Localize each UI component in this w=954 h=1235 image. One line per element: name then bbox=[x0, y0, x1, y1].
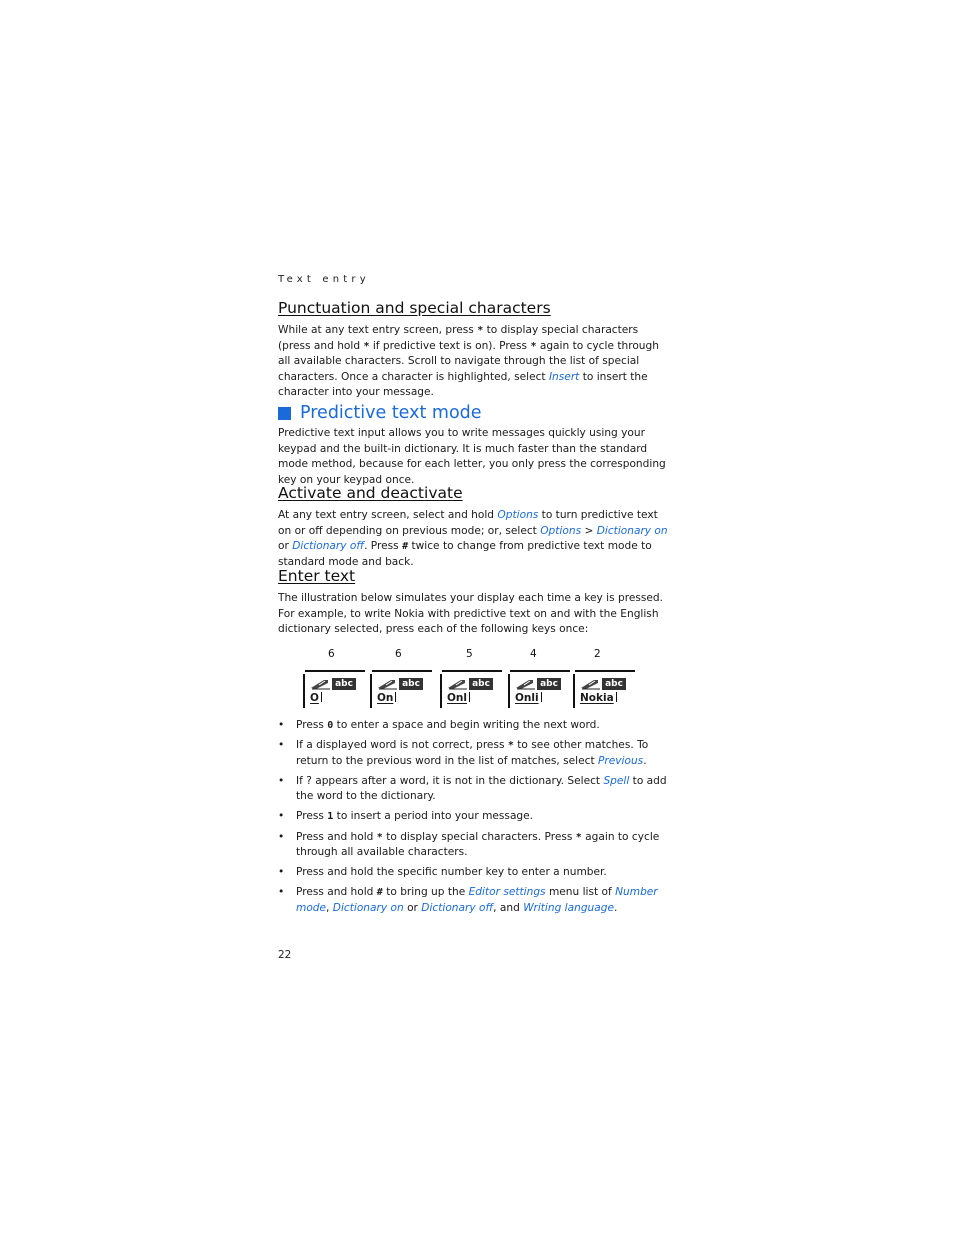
bullet-icon: • bbox=[278, 810, 285, 823]
word-text: On bbox=[377, 692, 394, 704]
text: . Press bbox=[364, 540, 399, 553]
insert-link: Insert bbox=[548, 370, 580, 383]
dictionary-off-link: Dictionary off bbox=[292, 540, 365, 553]
star-key: * bbox=[363, 340, 370, 352]
running-head: Text entry bbox=[278, 274, 370, 285]
abc-mode-icon: abc bbox=[537, 678, 561, 690]
text: to bring up the bbox=[386, 886, 466, 899]
dictionary-on-link: Dictionary on bbox=[596, 524, 668, 537]
predictive-body bbox=[278, 426, 670, 488]
text: twice to change from predictive text mode to standard mode and back. bbox=[278, 540, 652, 568]
text: Press and hold bbox=[296, 830, 374, 843]
bullet-icon: • bbox=[278, 739, 285, 752]
text: to insert the character into your message. bbox=[278, 370, 648, 399]
heading-punctuation: Punctuation and special characters bbox=[278, 299, 551, 317]
zero-key: 0 bbox=[327, 720, 334, 731]
options-link: Options bbox=[540, 524, 582, 537]
word-text: O bbox=[310, 692, 319, 704]
phone-screen bbox=[303, 670, 361, 708]
heading-activate: Activate and deactivate bbox=[278, 484, 463, 502]
phone-screen bbox=[508, 670, 566, 708]
star-key: * bbox=[376, 831, 383, 843]
screen-word bbox=[377, 692, 396, 704]
abc-mode-icon: abc bbox=[332, 678, 356, 690]
word-text: Onl bbox=[447, 692, 468, 704]
key-label: 4 bbox=[530, 648, 537, 660]
word-text: Onli bbox=[515, 692, 539, 704]
screen-border bbox=[442, 670, 502, 672]
screen-word bbox=[515, 692, 542, 704]
enter-text-body bbox=[278, 591, 670, 638]
cursor-icon bbox=[541, 692, 542, 702]
screen-border bbox=[573, 674, 575, 708]
text: While at any text entry screen, press bbox=[278, 324, 474, 336]
text: , bbox=[326, 901, 330, 914]
page-number: 22 bbox=[278, 949, 292, 961]
screen-word bbox=[580, 692, 617, 704]
key-label: 2 bbox=[594, 648, 601, 660]
bullet-icon: • bbox=[278, 830, 285, 843]
key-label: 6 bbox=[328, 648, 335, 660]
text: to add the word to the dictionary. bbox=[296, 774, 667, 803]
text: to insert a period into your message. bbox=[336, 810, 534, 823]
text: Press bbox=[296, 719, 324, 731]
spell-link: Spell bbox=[603, 774, 630, 787]
pencil-icon bbox=[447, 678, 469, 690]
screen-border bbox=[370, 674, 372, 708]
writing-language-link: Writing language bbox=[523, 901, 614, 914]
text: to enter a space and begin writing the next word. bbox=[336, 719, 600, 731]
star-key: * bbox=[477, 325, 484, 336]
text: or bbox=[407, 901, 418, 914]
pencil-icon bbox=[377, 678, 399, 690]
predictive-paragraph: Predictive text input allows you to write messages quickly using your keypad and the built-in dictionary. It is much faster than the standard mode method, because for each letter, you only press the corresponding key on your keypad once. bbox=[278, 427, 666, 486]
bullet-icon: • bbox=[278, 774, 285, 787]
key-label: 5 bbox=[466, 648, 473, 660]
list-item bbox=[278, 809, 670, 825]
text: or bbox=[278, 540, 289, 553]
hash-key: # bbox=[402, 541, 409, 553]
text: If a displayed word is not correct, press bbox=[296, 739, 505, 752]
star-key: * bbox=[507, 740, 514, 752]
enter-text-paragraph: The illustration below simulates your display each time a key is pressed. For example, to write Nokia with predictive text on and with the English dictionary selected, press each of the following keys once: bbox=[278, 592, 663, 636]
number-mode-link: Number mode bbox=[296, 886, 658, 914]
heading-label: Predictive text mode bbox=[300, 403, 482, 423]
text: , and bbox=[493, 901, 520, 914]
cursor-icon bbox=[321, 692, 322, 702]
cursor-icon bbox=[469, 692, 470, 702]
screen-border bbox=[575, 670, 635, 672]
hash-key: # bbox=[376, 887, 383, 899]
screen-word bbox=[447, 692, 470, 704]
star-key: * bbox=[575, 831, 582, 843]
phone-screen bbox=[370, 670, 428, 708]
activate-body bbox=[278, 508, 670, 570]
heading-predictive-text-mode bbox=[278, 403, 482, 423]
star-key: * bbox=[530, 340, 537, 352]
previous-link: Previous bbox=[598, 754, 644, 767]
bullet-icon: • bbox=[278, 886, 285, 899]
text: again to cycle through all available characters. Scroll to navigate through the list of special characters. Once a character is highlighted, select bbox=[278, 339, 659, 383]
text: to display special characters (press and hold bbox=[278, 324, 639, 352]
list-item bbox=[278, 718, 670, 734]
text: to turn predictive text on or off depending on previous mode; or, select bbox=[278, 509, 658, 537]
bullet-icon: • bbox=[278, 866, 285, 879]
key-label: 6 bbox=[395, 648, 402, 660]
list-item bbox=[278, 865, 670, 881]
abc-mode-icon: abc bbox=[602, 678, 626, 690]
screen-border bbox=[440, 674, 442, 708]
editor-settings-link: Editor settings bbox=[468, 886, 546, 899]
screen-border bbox=[303, 674, 305, 708]
dictionary-on-link: Dictionary on bbox=[332, 901, 404, 914]
phone-screen bbox=[573, 670, 631, 708]
dictionary-off-link: Dictionary off bbox=[421, 901, 494, 914]
text: if predictive text is on). Press bbox=[372, 339, 528, 352]
list-item bbox=[278, 885, 670, 916]
cursor-icon bbox=[616, 692, 617, 702]
text: menu list of bbox=[548, 886, 612, 899]
list-item bbox=[278, 738, 670, 769]
word-text: Nokia bbox=[580, 692, 614, 704]
list-item bbox=[278, 774, 670, 805]
abc-mode-icon: abc bbox=[469, 678, 493, 690]
screen-border bbox=[372, 670, 432, 672]
phone-screen bbox=[440, 670, 498, 708]
bullet-icon: • bbox=[278, 719, 285, 731]
options-link: Options bbox=[497, 509, 539, 521]
punctuation-body bbox=[278, 323, 670, 401]
screen-border bbox=[508, 674, 510, 708]
list-item bbox=[278, 830, 670, 861]
text: Press bbox=[296, 810, 324, 823]
heading-enter-text: Enter text bbox=[278, 567, 356, 585]
one-key: 1 bbox=[327, 811, 334, 823]
pencil-icon bbox=[310, 678, 332, 690]
abc-mode-icon: abc bbox=[399, 678, 423, 690]
text: again to cycle through all available characters. bbox=[296, 830, 660, 859]
text: to display special characters. Press bbox=[386, 830, 573, 843]
screen-word bbox=[310, 692, 322, 704]
square-bullet-icon bbox=[278, 407, 291, 420]
text: to see other matches. To return to the previous word in the list of matches, select bbox=[296, 739, 649, 767]
cursor-icon bbox=[395, 692, 396, 702]
text: Press and hold bbox=[296, 886, 374, 899]
text: Press and hold the specific number key to enter a number. bbox=[296, 866, 607, 879]
screen-border bbox=[510, 670, 570, 672]
pencil-icon bbox=[515, 678, 537, 690]
separator: > bbox=[584, 524, 594, 537]
text: If ? appears after a word, it is not in the dictionary. Select bbox=[296, 774, 601, 787]
text: . bbox=[643, 754, 647, 767]
pencil-icon bbox=[580, 678, 602, 690]
tips-list bbox=[278, 718, 670, 921]
text: At any text entry screen, select and hold bbox=[278, 509, 495, 521]
text: . bbox=[614, 901, 618, 914]
screen-border bbox=[305, 670, 365, 672]
